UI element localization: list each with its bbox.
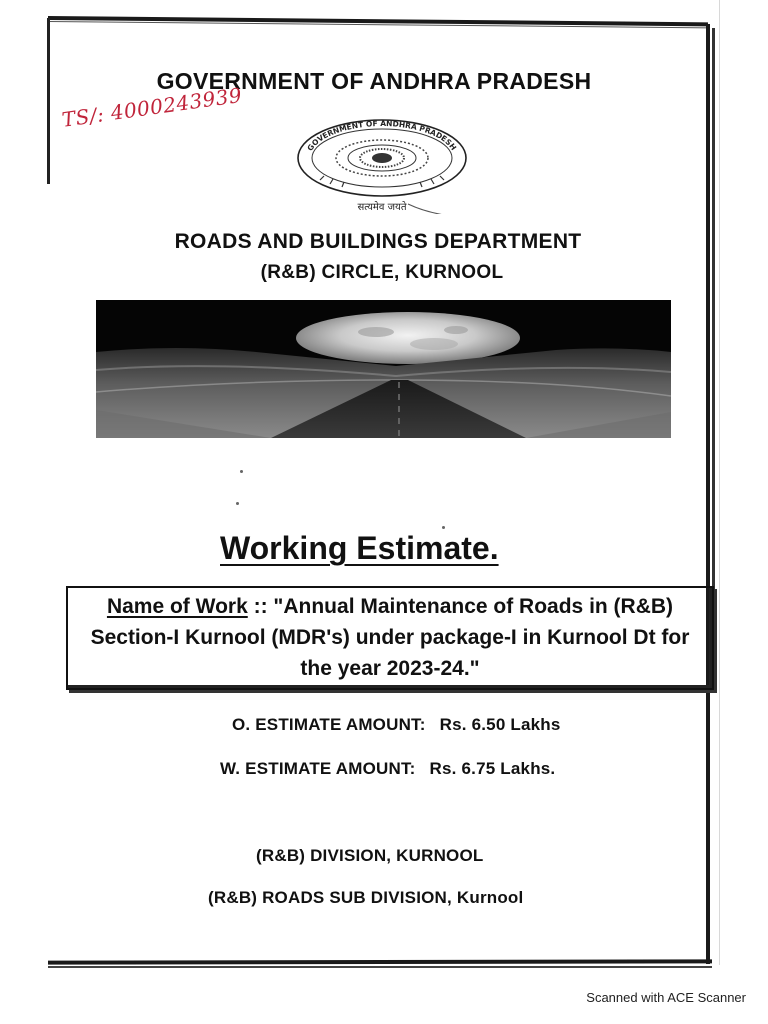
page-border-right-inner [712, 28, 715, 638]
seal-motto: सत्यमेव जयते [357, 202, 407, 213]
page-border-right [706, 24, 710, 964]
scan-speck [240, 470, 243, 473]
document-heading: Working Estimate. [220, 530, 499, 566]
handwritten-tracking-number: TS/: 4000243939 [60, 82, 244, 132]
scan-speck [236, 502, 239, 505]
department-title: ROADS AND BUILDINGS DEPARTMENT [174, 230, 582, 253]
original-estimate-value: Rs. 6.50 Lakhs [439, 715, 561, 734]
scan-speck [442, 526, 445, 529]
scan-edge [719, 0, 720, 965]
page-border-bottom [48, 959, 712, 964]
original-estimate-row [232, 715, 561, 735]
division-office: (R&B) DIVISION, KURNOOL [256, 846, 484, 865]
work-description: "Annual Maintenance of Roads in (R&B) Section-I Kurnool (MDR's) under package-I in Kurnool Dt for the year 2023-24." [90, 595, 690, 680]
subdivision-office: (R&B) ROADS SUB DIVISION, Kurnool [208, 888, 524, 907]
state-emblem-seal-icon [296, 118, 468, 214]
scanner-credit: Scanned with ACE Scanner [586, 990, 746, 1005]
page-border-left [47, 18, 50, 184]
work-separator: :: [247, 595, 274, 618]
working-estimate-row [220, 759, 555, 779]
work-label: Name of Work [106, 595, 248, 618]
page-border-bottom-inner [48, 966, 712, 968]
circle-title: (R&B) CIRCLE, KURNOOL [260, 262, 504, 283]
working-estimate-label: W. ESTIMATE AMOUNT: [220, 759, 416, 778]
original-estimate-label: O. ESTIMATE AMOUNT: [232, 715, 426, 734]
moon-over-road-image [96, 300, 671, 438]
government-title: GOVERNMENT OF ANDHRA PRADESH [156, 68, 592, 94]
working-estimate-value: Rs. 6.75 Lakhs. [429, 759, 556, 778]
name-of-work-text [80, 591, 700, 684]
seal-ring-text: GOVERNMENT OF ANDHRA PRADESH [305, 118, 459, 153]
svg-text:GOVERNMENT OF ANDHRA PRADESH [305, 119, 458, 153]
